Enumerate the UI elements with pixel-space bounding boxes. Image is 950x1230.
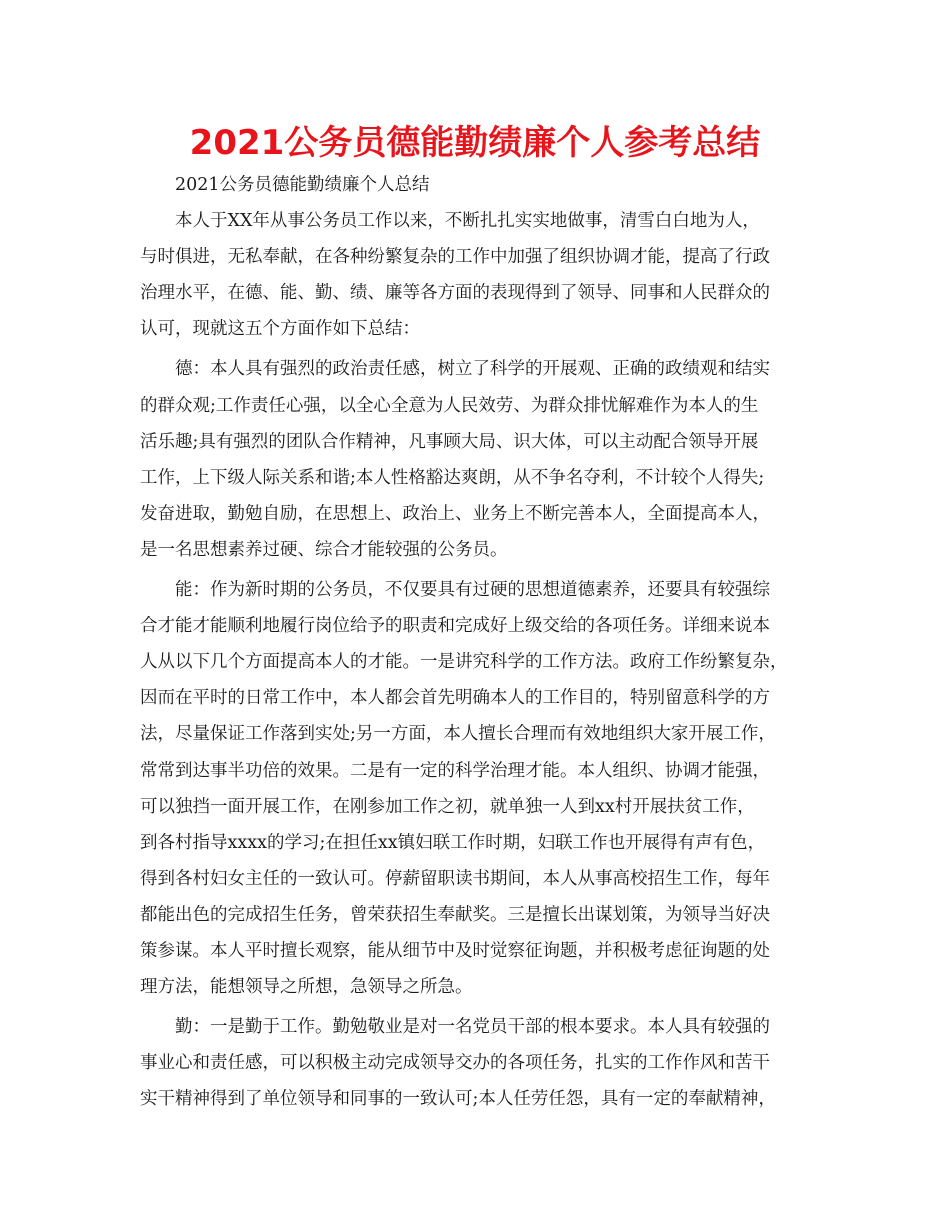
paragraph-line: 理方法，能想领导之所想，急领导之所急。 <box>140 977 473 998</box>
paragraph-line: 事业心和责任感，可以积极主动完成领导交办的各项任务，扎实的工作作风和苦干 <box>140 1053 770 1074</box>
paragraph <box>140 1009 820 1117</box>
paragraph-line: 与时俱进，无私奉献，在各种纷繁复杂的工作中加强了组织协调才能，提高了行政 <box>140 247 770 268</box>
paragraph-line: 到各村指导xxxx的学习;在担任xx镇妇联工作时期，妇联工作也开展得有声有色， <box>140 832 766 853</box>
paragraph-line: 认可，现就这五个方面作如下总结： <box>140 319 420 340</box>
paragraph-line: 活乐趣;具有强烈的团队合作精神，凡事顾大局、识大体，可以主动配合领导开展 <box>140 431 759 452</box>
document-subtitle: 2021公务员德能勤绩廉个人总结 <box>175 175 430 195</box>
paragraph-line: 是一名思想素养过硬、综合才能较强的公务员。 <box>140 539 508 560</box>
paragraph-line: 可以独挡一面开展工作，在刚参加工作之初，就单独一人到xx村开展扶贫工作， <box>140 796 755 817</box>
paragraph <box>140 203 820 347</box>
paragraph-line: 实干精神得到了单位领导和同事的一致认可;本人任劳任怨，具有一定的奉献精神， <box>140 1089 776 1110</box>
paragraph-line: 策参谋。本人平时擅长观察，能从细节中及时觉察征询题，并积极考虑征询题的处 <box>140 940 770 961</box>
paragraph-line: 治理水平，在德、能、勤、绩、廉等各方面的表现得到了领导、同事和人民群众的 <box>140 283 770 304</box>
paragraph-line: 都能出色的完成招生任务，曾荣获招生奉献奖。三是擅长出谋划策，为领导当好决 <box>140 904 770 925</box>
paragraph-line: 德：本人具有强烈的政治责任感，树立了科学的开展观、正确的政绩观和结实 <box>175 359 770 380</box>
document-title: 2021公务员德能勤绩廉个人参考总结 <box>189 123 761 163</box>
paragraph-line: 发奋进取，勤勉自励，在思想上、政治上、业务上不断完善本人，全面提高本人， <box>140 503 770 524</box>
paragraph-line: 合才能才能顺利地履行岗位给予的职责和完成好上级交给的各项任务。详细来说本 <box>140 616 770 637</box>
paragraph-line: 的群众观;工作责任心强，以全心全意为人民效劳、为群众排忧解难作为本人的生 <box>140 395 759 416</box>
document-body <box>140 167 820 1117</box>
paragraph-line: 法，尽量保证工作落到实处;另一方面，本人擅长合理而有效地组织大家开展工作， <box>140 724 776 745</box>
paragraph-line: 勤：一是勤于工作。勤勉敬业是对一名党员干部的根本要求。本人具有较强的 <box>175 1017 770 1038</box>
paragraph-line: 人从以下几个方面提高本人的才能。一是讲究科学的工作方法。政府工作纷繁复杂， <box>140 652 788 673</box>
paragraph-line: 本人于XX年从事公务员工作以来，不断扎扎实实地做事，清雪白白地为人， <box>175 211 760 232</box>
paragraph-line: 常常到达事半功倍的效果。二是有一定的科学治理才能。本人组织、协调才能强， <box>140 760 770 781</box>
paragraph-line: 得到各村妇女主任的一致认可。停薪留职读书期间，本人从事高校招生工作，每年 <box>140 868 770 889</box>
paragraph <box>140 351 820 568</box>
paragraph-line: 因而在平时的日常工作中，本人都会首先明确本人的工作目的，特别留意科学的方 <box>140 688 770 709</box>
paragraph-line: 工作，上下级人际关系和谐;本人性格豁达爽朗，从不争名夺利，不计较个人得失; <box>140 467 765 488</box>
paragraph <box>140 572 820 1005</box>
paragraph-line: 能：作为新时期的公务员，不仅要具有过硬的思想道德素养，还要具有较强综 <box>175 580 770 601</box>
